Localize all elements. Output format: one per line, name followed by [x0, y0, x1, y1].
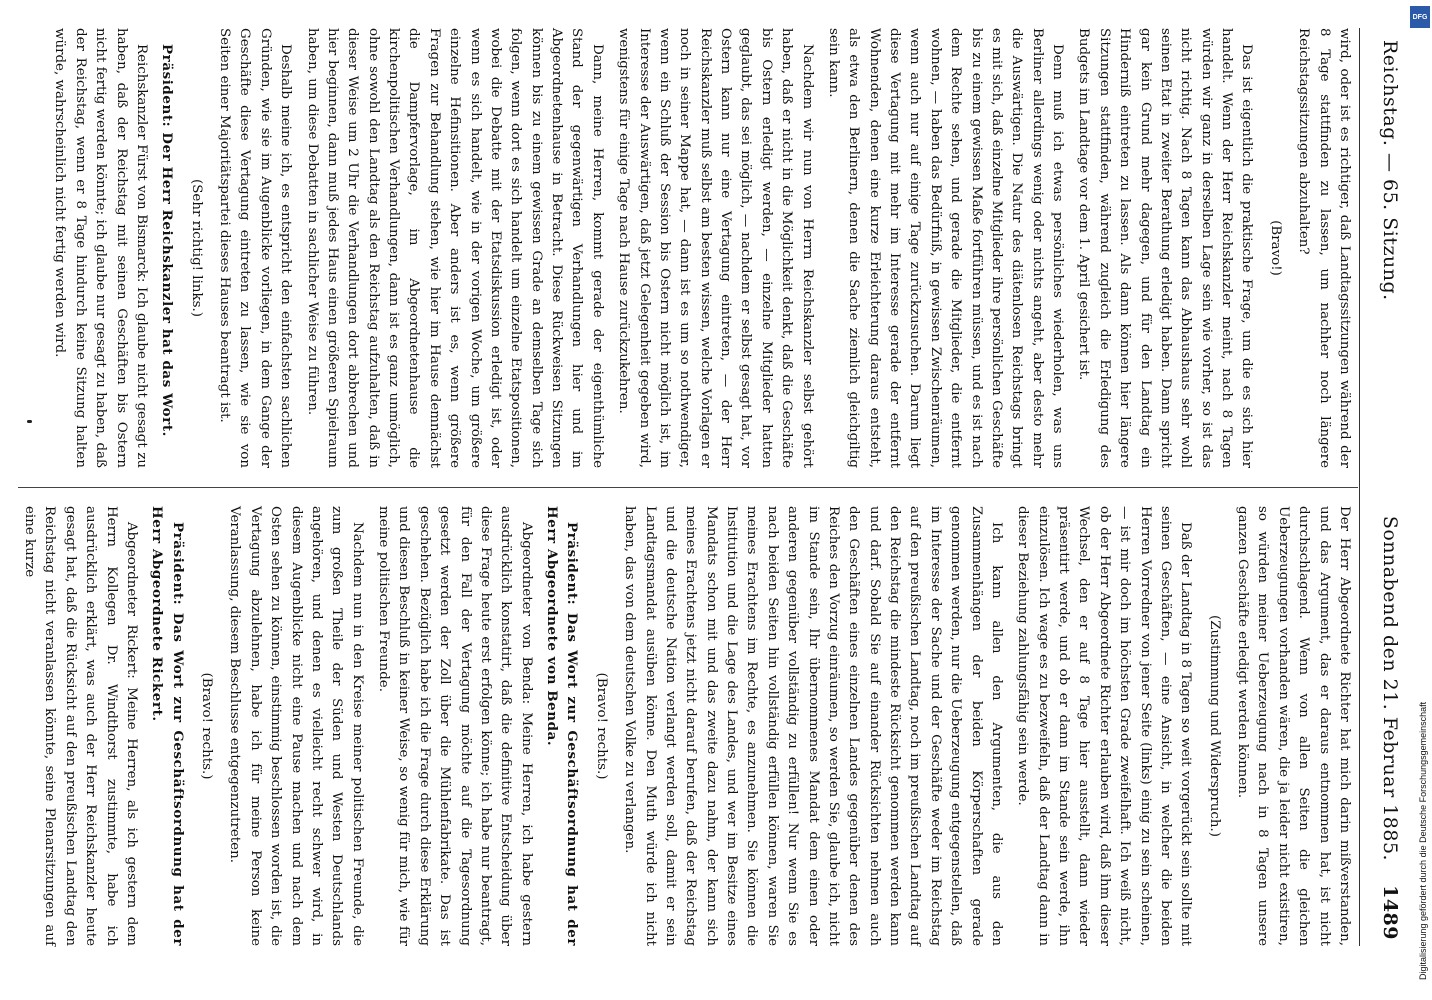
column-divider [18, 487, 1358, 488]
dfg-logo-icon: DFG [1410, 6, 1430, 28]
credit-text: Digitalisierung gefördert durch die Deutsche Forschungsgemeinschaft [1418, 701, 1428, 980]
paragraph: Abgeordneter von Benda: Meine Herren, ich habe gestern ausdrücklich konstatirt, daß die definitive Entscheidung über diese Frage heute erst erfolgen könne; ich habe nur beantragt, für den Fall der Vertagung möchte auf die Tagesordnung gesetzt werden der Zoll über die Mühlenfabrikate. Das ist geschehen. Bezüglich habe ich die Frage durch diese Erklärung und diesen Beschluß in keiner Weise, so wenig für mich, wie für meine politischen Freunde. [376, 506, 534, 946]
interjection: (Sehr richtig! links.) [188, 179, 204, 317]
speaker-line: Präsident: Der Herr Reichskanzler hat das Wort. [159, 44, 176, 437]
header-rule [1359, 28, 1360, 946]
paragraph: Daß der Landtag in 8 Tagen so weit vorgerückt sein sollte mit seinen Geschäften, — eine Ansicht, in welcher die beiden Herren Vorredner von jener Seite (links) einig zu sein scheinen, — ist mir doch im höchsten Grade zweifelhaft. Ich weiß nicht, ob der Herr Abgeordnete Richter erlauben wird, daß ihm dieser Wechsel, den er auf 8 Tage hier ausstellt, dann wieder präsentirt werde, und ob er dann im Stande sein werde, ihn einzulösen. Ich wage es zu bezweifeln, daß der Landtag dann in dieser Beziehung zahlungsfähig sein werde. [1015, 506, 1194, 946]
speaker-line: Präsident: Das Wort zur Geschäftsordnung hat der Herr Abgeordnete Rickert. [149, 506, 186, 946]
paragraph: Das ist eigentlich die praktische Frage, um die es sich hier handelt. Wenn der Herr Reichskanzler meint, nach 8 Tagen würden wir ganz in derselben Lage sein wie vorher, so ist das nicht richtig. Nach 8 Tagen kann das Abhaushaus sehr wohl seinen Etat in zweiter Berathung erledigt haben. Dann spricht gar kein Grund mehr dagegen, und für den Landtag ein Hinderniß eintreten zu lassen. Als dann können hier längere Sitzungen stattfinden, während zugleich die Erledigung des Budgets im Landtage vor dem 1. April gesichert ist. [1076, 28, 1255, 468]
interjection: (Bravo! rechts.) [593, 672, 609, 780]
interjection: (Bravo! rechts.) [199, 672, 215, 780]
digitization-credit [1412, 20, 1428, 980]
paragraph: Nachdem nun in den Kreise meiner politischen Freunde, die zum großen Theile der Süden und Westen Deutschlands angehören, und denen es vielleicht recht schwer wird, in diesem Augenblicke nicht eine Pause machen und nach dem Osten sehen zu können, einstimmig beschlossen worden ist, die Vertagung abzulehnen, habe ich für meine Person keine Veranlassung, diesem Beschlusse entgegenzutreten. [227, 506, 365, 946]
paragraph: Reichskanzler Fürst von Bismarck: Ich glaube nicht gesagt zu haben, daß der Reichstag mit seinen Geschäften bis Ostern nicht fertig werden könnte; ich glaube nur gesagt zu haben, daß der Reichstag, wenn er 8 Tage hindurch keine Sitzung halten würde, wahrscheinlich nicht fertig werden wird. [52, 28, 149, 468]
left-column [24, 28, 1354, 468]
header-left: Reichstag. — 65. Sitzung. [1379, 40, 1401, 301]
interjection: (Bravo!) [1267, 220, 1283, 276]
paragraph: Der Herr Abgeordnete Richter hat mich darin mißverstanden, und das Argument, das er daraus entnommen hat, ist nicht durchschlagend. Wenn von allen Seiten die gleichen Ueberzeugungen vorhanden wären, die ja leider nicht existiren, so würden meiner Ueberzeugung nach in 8 Tagen unsere ganzen Geschäfte erledigt werden können. [1235, 506, 1352, 946]
speaker-line: Präsident: Das Wort zur Geschäftsordnung hat der Herr Abgeordnete von Benda. [544, 506, 581, 946]
paragraph: Nachdem wir nun von Herrn Reichskanzler selbst gehört haben, daß er nicht in die Möglichkeit denkt, daß die Geschäfte bis Ostern erledigt werden, — einzelne Mitglieder hatten geglaubt, das sei möglich, — nachdem er selbst gesagt hat, vor Ostern kann nur eine Vertagung eintreten, — der Herr Reichskanzler muß selbst am besten wissen, welche Vorlagen er noch in seiner Mappe hat, — dann ist es um so nothwendiger, wenn ein Schluß der Session bis Ostern nicht möglich ist, im Interesse der Auswärtigen, daß jetzt Gelegenheit gegeben wird, wenigstens für einige Tage nach Hause zurückzukehren. [616, 28, 815, 468]
paragraph: Deshalb meine ich, es entspricht den einfachsten sachlichen Gründen, wie sie im Augenblicke vorliegen, in dem Gange der Geschäfte diese Vertagung eintreten zu lassen, wie sie von Seiten einer Majoritätspartei dieses Hauses beantragt ist. [217, 28, 294, 468]
paragraph: Denn muß ich etwas persönliches wiederholen, was uns Berliner allerdings wenig oder nichts angeht, aber desto mehr die Auswärtigen. Die Natur des diätenlosen Reichstags bringt es mit sich, daß einzelne Mitglieder ihre persönlichen Geschäfte bis zu einem gewissen Maße fortführen müssen, und es ist nach dem Rechte sehen, und gerade die Mitglieder, die entfernt wohnen, — haben das Bedürfniß, in gewissen Zwischenräumen, wenn auch nur auf einige Tage zurückzusuchen. Darum liegt diese Vertagung mit mehr im Interesse gerade der entfernt Wohnenden, denen eine kurze Erleichterung daraus entsteht, als etwa den Berlinern, denen die Sache ziemlich gleichgiltig sein kann. [826, 28, 1066, 468]
paragraph: wird, oder ist es richtiger, daß Landtagssitzungen während der 8 Tage stattfinden zu lassen, um nachher noch längere Reichstagssitzungen abzuhalten? [1296, 28, 1352, 468]
page-number: 1489 [1379, 885, 1401, 940]
paragraph: Ich kann allen den Argumenten, die aus den Zusammenhängen der beiden Körperschaften gerade genommen werden, nur die Ueberzeugung entgegenstellen, daß im Interesse der Sache und der Geschäfte weder im Reichstag auf den preußischen Landtag, noch im preußischen Landtag auf den Reichstag die mindeste Rücksicht genommen werden kann und darf. Sobald Sie auf einander Rücksichten nehmen auch den Geschäften eines einzelnen Landes gegenüber denen des Reiches den Vorzug einräumen, so werden Sie, glaube ich, nicht im Stande sein, Ihr übernommenes Mandat dem einen oder anderen gegenüber vollständig zu erfüllen! Nur wenn Sie es nach beiden Seiten hin vollständig erfüllen können, waren Sie meines Erachtens im Rechte, es anzunehmen. Sie können die Institution und die Lage des Landes, und wer im Besitze eines Mandats schon mit und das zweite dazu nahm, der kann sich meines Erachtens jetzt nicht darauf berufen, daß der Reichstag und die deutsche Nation verlangt werden soll, damit er sein Landtagsmandat ausüben könne. Den Muth würde ich nicht haben, das von dem deutschen Volke zu verlangen. [622, 506, 1004, 946]
scan-speck [27, 420, 32, 423]
interjection: (Zustimmung und Widerspruch.) [1206, 614, 1222, 838]
right-column [24, 506, 1354, 946]
paragraph: Abgeordneter Rickert: Meine Herren, als ich gestern dem Herrn Kollegen Dr. Windthorst zustimmte, habe ich ausdrücklich erklärt, was auch der Herr Reichskanzler heute gesagt hat, daß die Rücksicht auf den preußischen Landtag den Reichstag nicht veranlassen könnte, seine Plenarsitzungen auf eine kurze [22, 506, 139, 946]
page-header [1362, 40, 1418, 940]
header-date: Sonnabend den 21. Februar 1885. [1379, 515, 1401, 862]
paragraph: Dann, meine Herren, kommt gerade der eigenthümliche Stand der gegenwärtigen Verhandlungen hier und im Abgeordnetenhause in Betracht. Diese Rückweisen Sitzungen können bis zu einem gewissen Grade an demselben Tage sich folgen, wenn dort es sich handelt um einzelne Etatspositionen, wobei die Debatte mit der Etatsdiskussion erledigt ist, oder wenn es sich handelt, wie in der vorigen Woche, um größere einzelne Hefinsitionen. Aber anders ist es, wenn größere Fragen zur Behandlung stehen, wie hier im Hause demnächst die Dampfervorlage, im Abgeordnetenhause die kirchenpolitischen Verhandlungen, dann ist es ganz unmöglich, ohne sowohl den Landtag als den Reichstag aufzuhalten, daß in dieser Weise um 2 Uhr die Verhandlungen dort abbrechen und hier beginnen, dann muß jedes Haus einen größeren Spielraum haben, um diese Debatten in sachlicher Weise zu führen. [304, 28, 605, 468]
